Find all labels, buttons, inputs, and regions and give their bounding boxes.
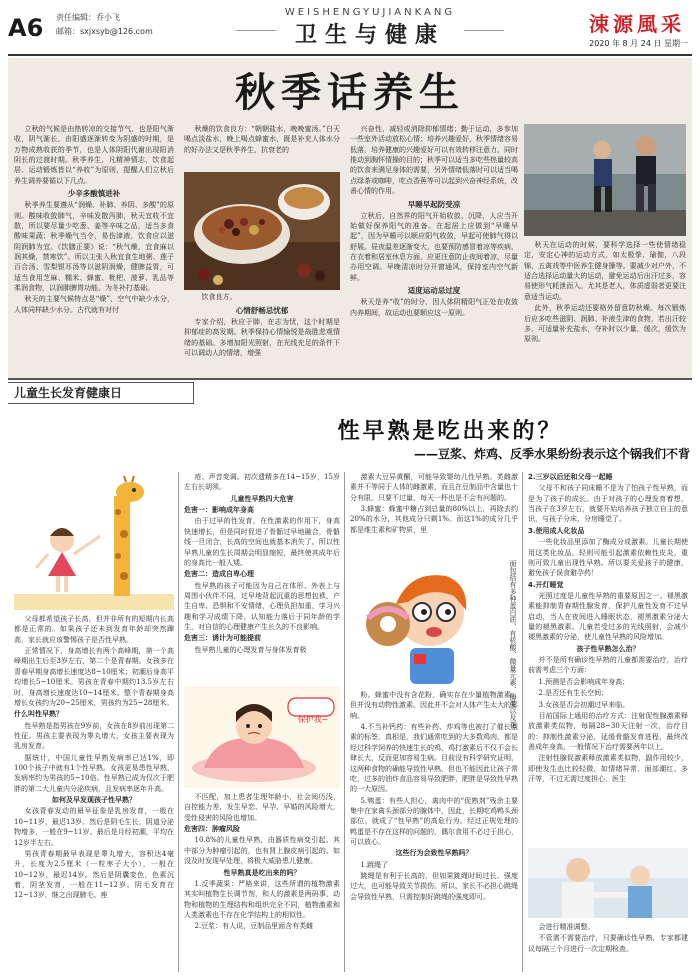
paragraph: 5.鸭蛋：有些人担心，禽肉中的“促熟剂”残余主要集中在家禽头颈部分的腺体中，因此，长期吃鸡鸭头颈部位，就成了“性早熟”的高危行为。经过正规处理的鸭蛋是不存在这样的问题的，偶尔食用不必过于担心，可以放心。: [350, 796, 518, 847]
email-label: 邮箱：sxjxsyb@126.com: [56, 27, 153, 36]
paper-logo: 涑源風采: [589, 12, 685, 36]
paragraph: 面包括有多种蛋白质、有机酸、微量元素、酶类以及花: [509, 560, 517, 728]
jogging-couple-image: [524, 124, 686, 236]
paragraph: 1.跳绳了: [360, 860, 389, 869]
paragraph: 据统计，中国儿童性早熟发病率已达1%，即100个孩子中就有1个性早熟。女孩更易患性早熟，发病率约为男孩的5~10倍。性早熟已成为仅次于肥胖的第二大儿童内分泌疾病，且发病率逐年升高。: [14, 753, 174, 793]
question-heading: 性早熟真是吃出来的吗？: [223, 868, 301, 877]
paragraph: 正常情况下，身高增长有两个高峰期，第一个高峰期出生后至3岁左右，第二个是青春期。女孩多在青春早期身高增长速度达8~10厘米；初潮后身高平均增长5~10厘米。男孩在青春中期约13.5岁左右时，身高增长速度达10~14厘米。整个青春期身高增长女孩约为20~25厘米，男孩约为25~28厘米。: [14, 647, 174, 707]
article-column: [14, 124, 174, 316]
paragraph: 父母不和孩子同床睡不是为了怕孩子性早熟，而是为了孩子的成长。由于对孩子的心理发育着想，当孩子在3岁左右，就要开始培养孩子独立自主的意识，与孩子分床，分房睡觉了。: [528, 484, 688, 524]
behavior-heading: 2.三岁以后还和父母一起睡: [528, 473, 613, 481]
section-pinyin: WEISHENGYUJIANKANG: [284, 7, 456, 18]
paragraph: 4.不当补钙药：有些补药、炸鸡等也被打了催长激素的标签。真相是，我们通常吃到的大多数鸡肉，都是经过科学饲养的快速生长的鸡，鸡打激素后不仅不会长肆长大，反而更加容易生病。目前没有科学研究证明，这两种食物的确能导致性早熟，但也不能因此让孩子常吃，过多的油炸食品容易导致肥胖，肥胖是导致性早熟的一大原因。: [350, 723, 518, 794]
column-rule: [344, 472, 345, 972]
paragraph: 立秋后，自然界的阳气开始收敛、沉降，人应当开始做好保养阳气的准备。在起居上应做到“早睡早起”，因为早睡可以顺应阳气收敛，早起可使肺气得以舒展。昼夜温差逐渐变大，也要预防感冒着凉等疾病，在衣着和居室休息方面，应更注意防止夜间着凉，尽量办用空调。早晚清凉时分开窗通风，保持室内空气新鲜。: [350, 211, 518, 282]
paragraph: 性早熟儿童的心理发育与身体发育极: [194, 645, 307, 654]
paragraph: 一些化妆品里添加了酶成分或激素。儿童长期使用这类化妆品，轻则可能引起激素依赖性皮炎，重则可致儿童出现性早熟。所以要关爱孩子的健康，避免孩子误食避孕药！: [528, 538, 688, 578]
speech-bubble-text: 保护我~: [297, 715, 329, 724]
divider: [236, 30, 276, 31]
question-heading: 如何及早发现孩子性早熟？: [52, 796, 136, 805]
paragraph: 性早熟是指男孩在9岁前，女孩在8岁前出现第二性征。男孩主要表现为睾丸增大，女孩主要表现为乳房发育。: [14, 721, 174, 751]
paragraph: 秋燥的饮食良方：“朝朝盐水，晚晚蜜汤。”白天喝点淡盐水，晚上喝点蜂蜜水，既是补充人体水分的好办法又是秋季养生，抗衰老的: [184, 125, 340, 154]
article-column: [528, 922, 688, 955]
issue-date: 2020 年 8 月 24 日 星期一: [589, 39, 688, 48]
question-heading: 什么叫性早熟？: [14, 710, 63, 719]
hazard-heading: 危害一：影响成年身高: [184, 506, 254, 515]
article-title: 性早熟是吃出来的？: [337, 419, 563, 444]
behavior-heading: 3.使用成人化妆品: [528, 526, 585, 535]
paragraph: 1.反季蔬果：严格来讲，这些所谓的植物激素其实叫植物生长调节剂，和人的激素是两码事，动物和植物的生理结构和组织完全不同，植物激素和人类激素也不存在化学结构上的相似性。: [184, 879, 340, 919]
article-column: [350, 690, 518, 903]
question-heading: 儿童性早熟四大危害: [230, 494, 294, 503]
paragraph: 秋季养生要遵从“润燥、补肺、养阴、多酸”的原则。酸味收敛肺气，辛味发散泻肺，秋天宜收不宜散，所以要尽量少吃葱、姜等辛味之品，适当多食酸味果蔬；秋季燥气当令，易伤津液，饮食应以滋阴润肺为宜。《饮膳正要》说：“秋气燥，宜食麻以润其燥，禁寒饮”。所以主张入秋宜食生地粥、莲子百合汤、雪梨银耳汤等以滋阴润燥，健脾益胃，可适当食用芝麻、糯米、蜂蜜、枇杷、菠萝、乳品等柔润食物，以润肺脾胃功能。为冬补打基础。: [14, 201, 174, 293]
paragraph: 目前国际上通用的治疗方式：注射促性腺激素释放激素类似物，每隔28~30天注射一次，治疗目的：抑制性激素分泌，延缓骨骼发育进程，最终改善成年身高，一般情况下治疗需要两年以上。: [528, 711, 688, 751]
question-heading: 这些行为会致性早熟吗？: [395, 849, 473, 858]
paragraph: 激素大豆异黄酮，可能导致婴幼儿性早熟。类雌激素并不等同于人体的雌激素，而且在豆制品中含量也十分有限。只要不过量，每天一杯也是不会有问题的。: [350, 473, 518, 502]
hazard-heading: 危害二：造成自卑心理: [184, 570, 254, 579]
paragraph: 并不是所有确诊性早熟的儿童都需要治疗，治疗前需考虑三个方面：: [528, 656, 688, 675]
paragraph: 疮、声音变调。初次遗精多在14~15岁，15岁左右长胡须。: [184, 473, 340, 492]
divider: [8, 378, 692, 380]
doctor-child-image: [528, 848, 688, 918]
section-name: 卫生与健康: [294, 22, 445, 48]
section-label: 儿童生长发育健康日: [8, 382, 194, 404]
subheading: 心情舒畅忌忧郁: [235, 306, 289, 315]
paragraph: 跳绳是有利于长高的，但如果跳绳时间过长、强度过大，也可能导致关节损伤。所以，家长不必担心跳绳会导致性早熟，只需控制好跳绳的强度即可。: [350, 872, 518, 901]
paragraph: 会进行精准调整。: [538, 923, 595, 931]
paragraph: 专家介绍，秋应于肺，在志为忧，这个时期是抑郁症的高发期。秋季保持心情愉悦是战胜悲观情绪的基础。多增加阳光照射，在光线充足的条件下可以调动人的情绪，增强: [184, 318, 340, 358]
paragraph: 秋天在运动的时候，要科学选择一些使情绪稳定，安定心神的运动方式，如太极拳、瑜伽，八段锦，五禽戏等中医养生健身操等。要减少对户外，不适合选择运动量大的运动，避免运动后出汗过多，容易使形气耗泄而入。尤其是老人，体质虚弱者更要注意适当运动。: [524, 241, 686, 301]
paragraph: 注射性腺促激素释放激素类似物，副作用较少，即使发生也比较轻微，如情绪异常、面部潮红、多汗等，不过无需过度担心，医生: [528, 754, 688, 784]
worried-girl-image: [184, 686, 340, 788]
paragraph: 3.女孩是否会初潮过早来临。: [538, 700, 630, 709]
editor-label: 责任编辑：乔小飞: [56, 13, 120, 22]
article-column: [184, 792, 340, 933]
paragraph: 2.是否还有生长空间；: [538, 689, 609, 698]
paragraph: 不管需不需要治疗，只要确诊性早熟，专家都建议每隔三个月进行一次定期检查。: [528, 934, 688, 953]
paragraph: 10.8%的儿童性早熟，由器质性病变引起。其中部分为肿瘤引起的，也有肾上腺皮病引起的。如没及时发现早处理，将极大威胁患儿健康。: [184, 836, 340, 866]
column-rule: [178, 472, 179, 972]
article-title: 秋季话养生: [235, 70, 465, 116]
article-column: [524, 240, 686, 346]
food-bowl-image: [184, 172, 340, 290]
paragraph: 兴奋性，减轻或消除抑郁情绪；勤于运动，多参加一些室外活动放松心情；培养兴趣爱好，秋季情绪容易低落，培养健康的兴趣爱好可以有效转移注意力，同时推动到胸怀情操的目的；秋季可以适当多吃些热量较高的饮食来满足身体的需要，另外情绪低落时可以适当喝点绿茶或咖啡，吃点香蕉等可以起到兴奋神经系统，改善心情的作用。: [350, 125, 518, 196]
paragraph: 此外，秋季运动还要格外留意防秋燥。每次锻炼后应多吃些滋阴、润肺、补液生津的食物，若出汗较多，可适量补充盐水，夺补时以少量，缓次，缓饮为原则。: [524, 304, 686, 344]
paragraph: 秋天是养“收”的时分，因人体阴精阳气正处在收敛内养期间，故运动也要顺应这一原则。: [350, 298, 518, 317]
article-column: [528, 472, 688, 785]
column-rule: [522, 472, 523, 972]
hazard-heading: 危害三：诱计为可能提前: [184, 634, 261, 643]
paragraph: 父母都希望孩子长高，但并非所有的短期内长高都是正常的。如果孩子还未到发育年龄却突然蹿高，家长就应该警惕孩子是否性早熟。: [14, 615, 174, 644]
image-caption: 饮食良方。: [201, 293, 237, 301]
subheading: 适度运动忌过度: [407, 286, 461, 296]
subheading: 早睡早起防受凉: [407, 199, 461, 209]
paragraph: 男孩青春期最早表现是睾丸增大，容积达4毫升，长度为2.5厘米（一粒枣子大小），一般在10~12岁，最迟14岁。然后是阴囊变色，色素沉着，阴茎发育，一般在11~12岁。阴毛发育在12~13岁，继之出现腋毛、痤: [14, 849, 174, 900]
article-column: [184, 303, 340, 360]
divider: [464, 30, 504, 31]
paragraph: 性早熟的孩子可能因为自己在体形、外表上与周围小伙伴不同，过早地背起沉重的思想包袱，产生自卑、恐惧和不安情绪，心理负担加重，学习兴趣和学习成绩下降，认知能力落后于同年龄的学生，对自信的心理健康产生长久的不良影响。: [184, 581, 340, 632]
subheading: 少辛多酸慎进补: [67, 189, 121, 199]
paragraph: 1.预测是否会影响成年身高；: [538, 677, 630, 686]
behavior-heading: 4.开灯睡觉: [528, 580, 564, 589]
donut-boy-image: [350, 560, 492, 688]
paragraph: 女孩青春发动的最早征象是乳房发育，一般在10~11岁，最迟13岁。然后是阴毛生长，阴道分泌物增多，一般在9~11岁。最后是月经初潮，平均在12岁半左右。: [14, 807, 174, 847]
paragraph: 由于过早的性发育，在性激素的作用下，身高快速增长，但是同时促进了骨骺过早地融合，骨骼线一旦闭合，长高的空间也就基本消失了。所以性早熟儿童的生长周期会明显缩短，最终使其成年后的身高比一般人矮。: [184, 517, 340, 567]
giraffe-height-chart-image: [14, 476, 174, 610]
article-subtitle: ——豆浆、炸鸡、反季水果纷纷表示这个锅我们不背: [413, 447, 690, 461]
article-column: [350, 472, 518, 536]
paragraph: 不匹配，加上患者生理年龄小，社会阅历浅，自控能力差，发生早恋、早孕、早婚的风险增大，受性侵害的风险也增加。: [184, 793, 340, 822]
article-column: [350, 124, 518, 319]
question-heading: 孩子性早熟怎么治？: [576, 644, 640, 653]
paragraph: 光照过度是儿童性早熟的重要原因之一。褪黑激素能抑制青春期性腺发育，保护儿童性发育不过早启动，当人在夜间进入睡眠状态，褪黑激素分泌大量的褪黑激素。儿童若受过多的光线照射，会减少褪黑激素的分泌，使儿童性早熟的风险增加。: [528, 591, 688, 642]
article-column: [14, 614, 174, 902]
article-column: [184, 124, 340, 156]
page-number: A6: [8, 10, 48, 46]
paragraph: 3.蜂蜜：蜂蜜中糖占到总量的80%以上，再除去约20%的水分，其他成分只剩1%。而这1%的成分几乎都是维生素和矿物质，里: [350, 505, 518, 534]
paragraph: 2.豆浆：有人说，豆制品里面含有类雌: [194, 922, 314, 931]
paragraph: 立秋的气候是由热转凉的交接节气，也是阳气渐收，阴气渐长，由阳盛逐渐转变为阴盛的时期，是万物成熟收获的季节，也是人体阴阳代谢出现阳消阴长的过渡时期。秋季养生，凡精神情志、饮食起居、运动锻炼皆以“养收”为原则，提醒人们立秋后养生调养要循以下几点。: [14, 125, 174, 185]
divider: [8, 54, 692, 56]
hazard-heading: 危害四：肿瘤风险: [184, 825, 240, 834]
article-column: [184, 472, 340, 656]
paragraph: 粉。蜂蜜中没有含花粉，确实存在少量植物激素，但并没有动物性激素。因此并不会对人体产生太大的影响。: [350, 691, 518, 720]
paragraph: 秋天的主要气候特点是“燥”，空气中缺少水分，人体同样缺少水分。古代就有对付: [14, 295, 174, 314]
